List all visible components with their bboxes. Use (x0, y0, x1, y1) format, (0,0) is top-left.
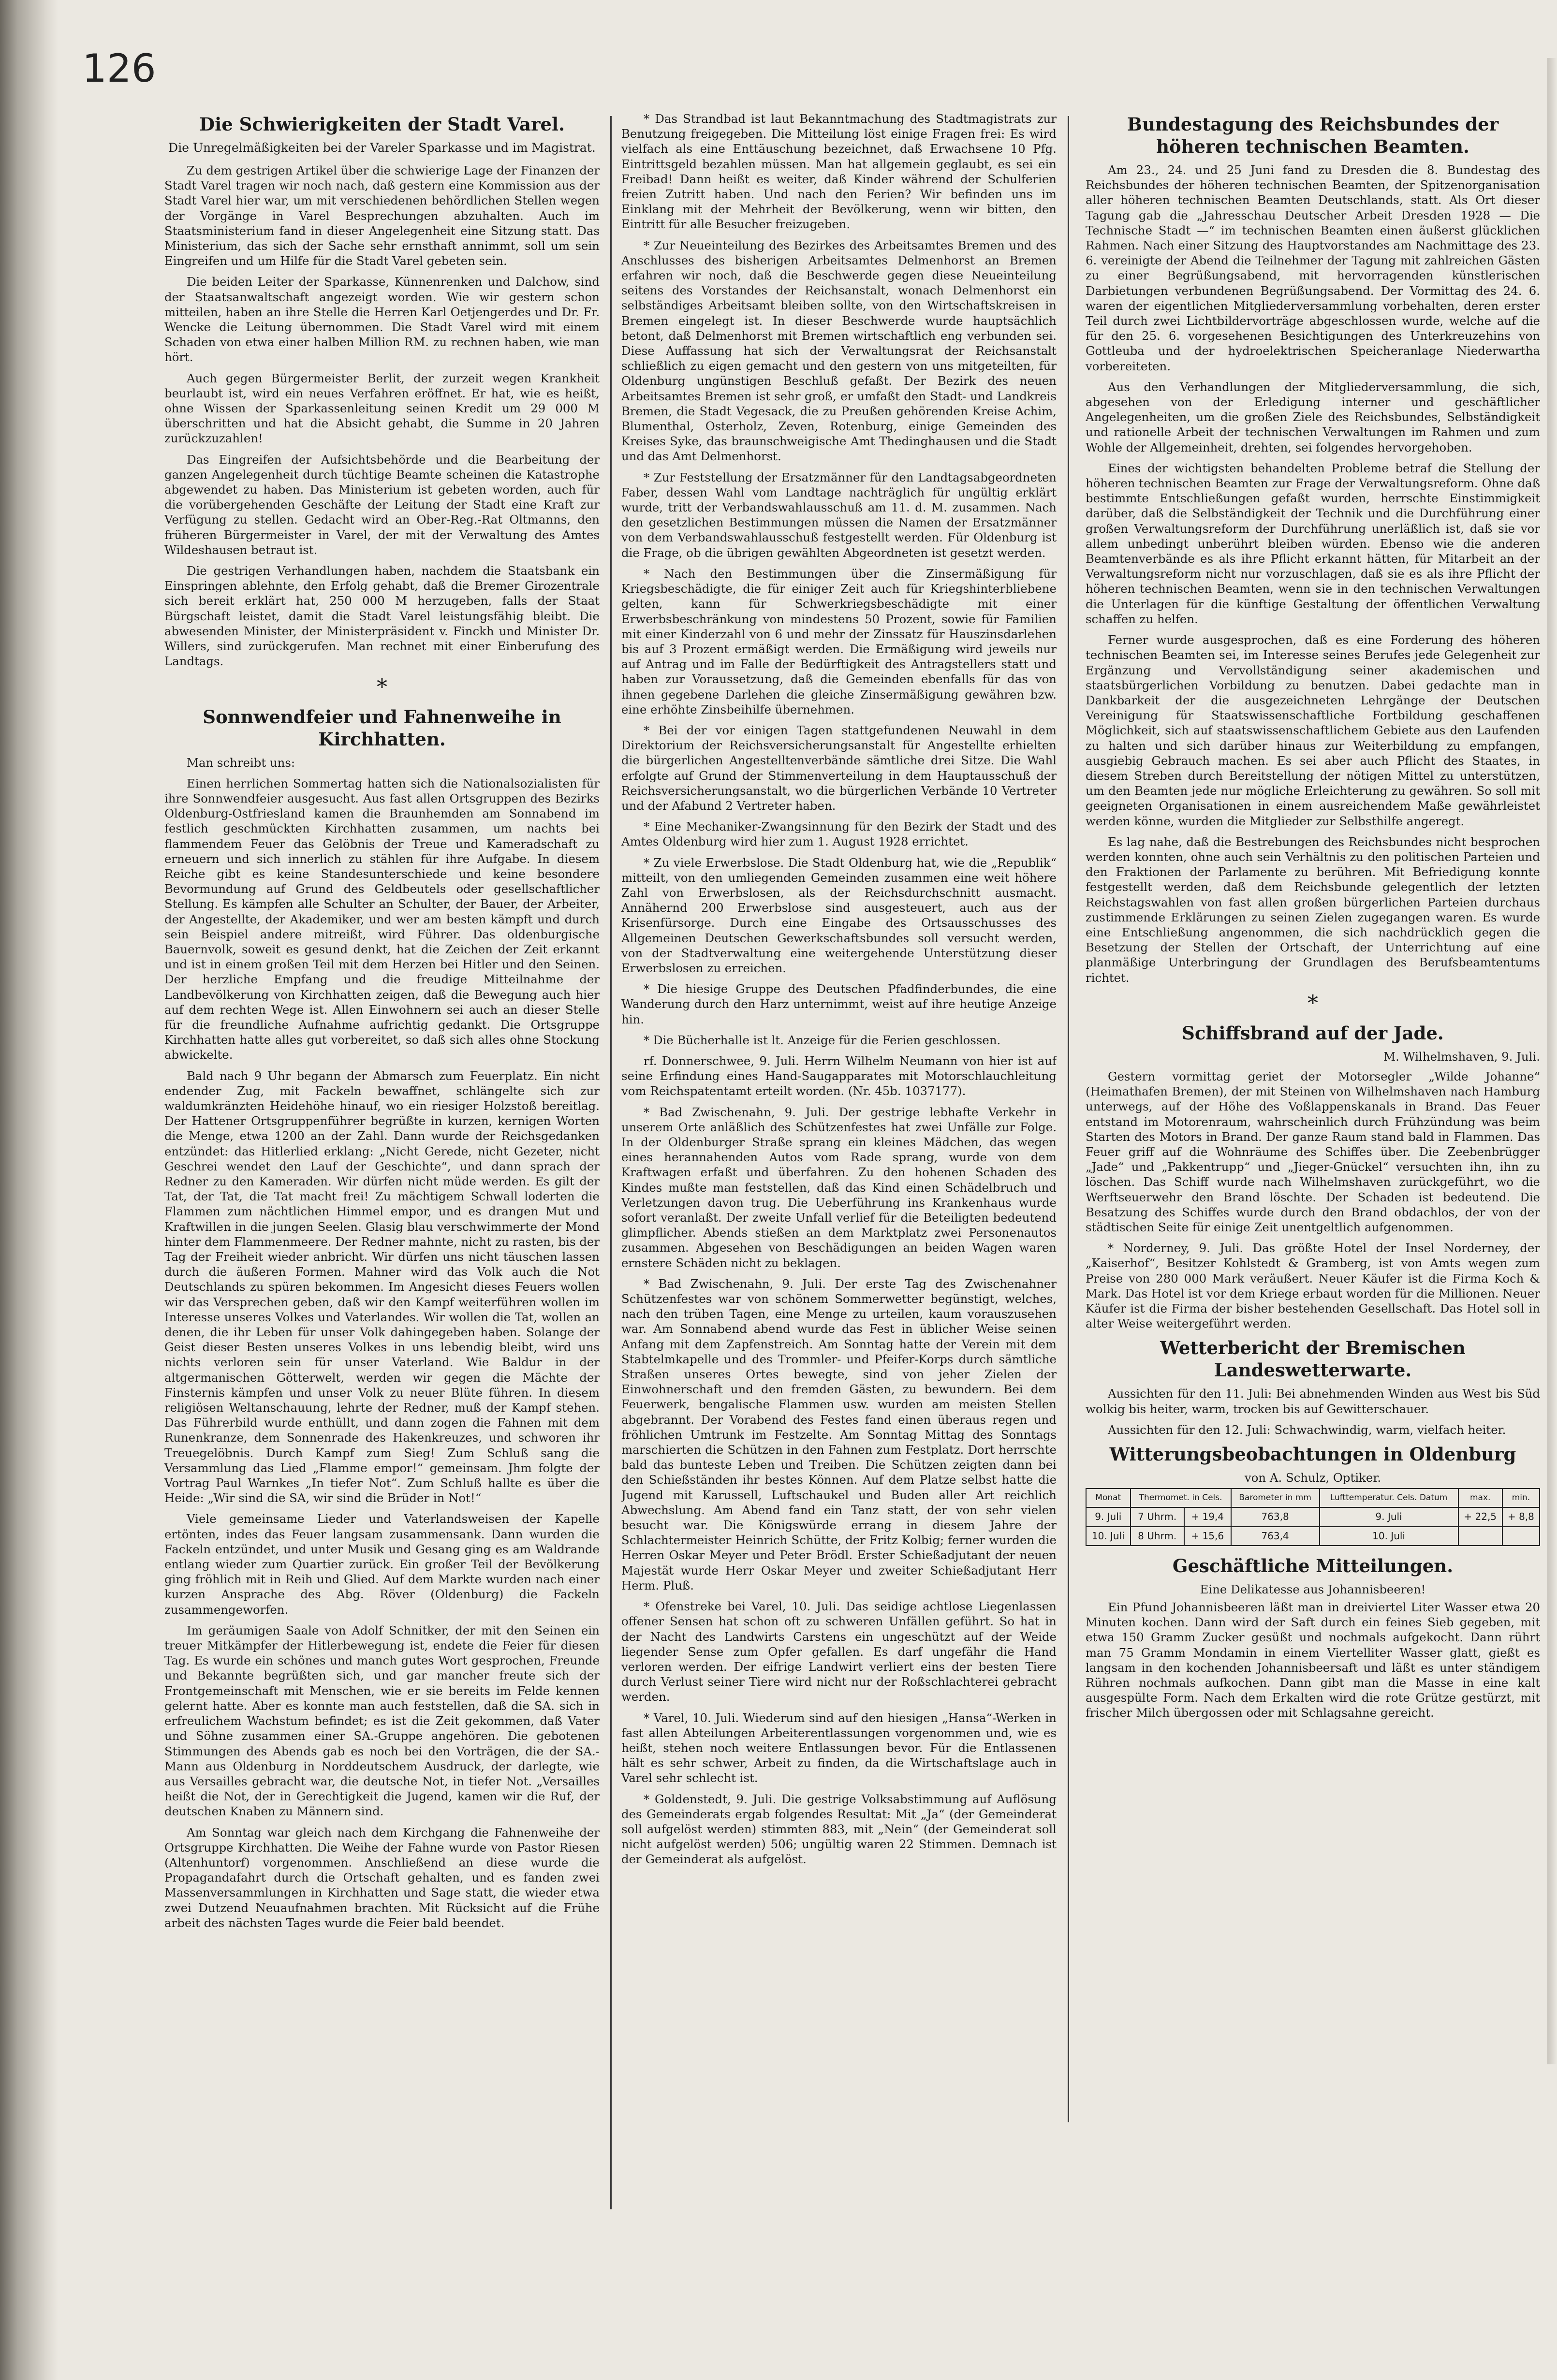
article-title: Schiffsbrand auf der Jade. (1182, 1022, 1444, 1044)
news-item: * Die Bücherhalle ist lt. Anzeige für die Ferien geschlossen. (644, 1033, 1001, 1047)
article-paragraph: Ferner wurde ausgesprochen, daß es eine Forderung des höheren technischen Beamten sei, im Interesse seines Berufes jede Gelegenheit zur Ergänzung und Vervollständigung seiner akademischen und staatsbürgerlichen Vorbildung zu benutzen. Dabei gedachte man in Dankbarkeit der die ausgezeichneten Lehrgänge der Deutschen Vereinigung für Staatswissenschaftliche Fortbildung geschaffenen Möglichkeit, sich auf staatswissenschaftlichem Gebiete aus den Laufenden zu halten und sich darüber hinaus zur Weiterbildung zu empfangen, ausgiebig Gebrauch machen. Es sei aber auch Pflicht des Staates, in diesem Streben durch Bereitstellung der nötigen Mittel zu unterstützen, um den Beamten jede nur mögliche Erleichterung zu gewähren. So soll mit geeigneten Organisationen in einem ausreichendem Maße gewährleistet werden könne, wurden die Mitglieder zur Selbsthilfe angeregt. (1086, 633, 1540, 828)
table-row (1086, 1507, 1540, 1526)
article-paragraph: Die gestrigen Verhandlungen haben, nachdem die Staatsbank ein Einspringen ablehnte, den Erfolg gehabt, daß die Bremer Girozentrale sich bereit erklärt hat, 250 000 M herzugeben, falls der Staat Bürgschaft leistet, damit die Stadt Varel leistungsfähig bleibt. Die abwesenden Minister, der Ministerpräsident v. Finckh und Minister Dr. Willers, sind zurückgerufen. Man rechnet mit einer Einberufung des Landtags. (164, 564, 600, 669)
news-item: * Goldenstedt, 9. Juli. Die gestrige Volksabstimmung auf Auflösung des Gemeinderats ergab folgendes Resultat: Mit „Ja“ (der Gemeinderat soll aufgelöst werden) stimmten 883, mit „Nein“ (der Gemeinderat soll nicht aufgelöst werden) 506; ungültig waren 22 Stimmen. Demnach ist der Gemeinderat als aufgelöst. (621, 1792, 1057, 1867)
article-paragraph: Im geräumigen Saale von Adolf Schnitker, der mit den Seinen ein treuer Mitkämpfer der Hitlerbewegung ist, endete die Feier für diesen Tag. Es wurde ein schönes und manch gutes Wort gesprochen, Freunde und Bekannte begrüßten sich, und gar mancher freute sich der Frontgemeinschaft mit Menschen, wie er sie bereits im Felde kennen gelernt hatte. Aber es konnte man auch feststellen, daß die SA. sich in erfreulichem Wachstum befindet; es ist die Zeit gekommen, daß Vater und Söhne zusammen einer SA.-Gruppe angehören. Die gebotenen Stimmungen des Abends gab es noch bei den Vorträgen, die der SA.-Mann aus Oldenburg in Norddeutschem Ausdruck, der darlegte, wie aus Versailles gebracht war, die deutsche Not, in tiefer Not. „Versailles heißt die Not, der in Gerechtigkeit die Jugend, kamen wir die Ruf, der deutschen Knaben zu Männern sind. (164, 1623, 600, 1819)
news-item: * Bei der vor einigen Tagen stattgefundenen Neuwahl in dem Direktorium der Reichsversicherungsanstalt für Angestellte erhielten die bürgerlichen Angestelltenverbände sämtliche drei Sitze. Die Wahl erfolgte auf Grund der Stimmenverteilung in dem Hauptausschuß der Reichsversicherungsanstalt, wo die bürgerlichen Verbände 10 Vertreter und der Afabund 2 Vertreter haben. (621, 723, 1057, 813)
article-paragraph: Zu dem gestrigen Artikel über die schwierige Lage der Finanzen der Stadt Varel tragen wir noch nach, daß gestern eine Kommission aus der Stadt Varel hier war, um mit verschiedenen behördlichen Stellen wegen der Vorgänge in Varel Besprechungen abzuhalten. Auch im Staatsministerium fand in dieser Angelegenheit eine Sitzung statt. Das Ministerium, das sich der Sache sehr ernsthaft annimmt, soll um sein Eingreifen und um Hilfe für die Stadt Varel gebeten sein. (164, 163, 600, 268)
table-cell (1502, 1527, 1540, 1546)
news-item: * Zur Feststellung der Ersatzmänner für den Landtagsabgeordneten Faber, dessen Wahl vom Landtage nachträglich für ungültig erklärt wurde, tritt der Verbandswahlausschuß am 11. d. M. zusammen. Nach den gesetzlichen Bestimmungen müssen die Namen der Ersatzmänner von dem Verbandswahlausschuß festgestellt werden. Für Oldenburg ist die Frage, ob die übrigen gewählten Abgeordneten ist gesetzt werden. (621, 470, 1057, 560)
table-header-row (1086, 1489, 1540, 1507)
article-byline: M. Wilhelmshaven, 9. Juli. (1383, 1049, 1540, 1064)
article-subtitle: Die Unregelmäßigkeiten bei der Vareler Sparkasse und im Magistrat. (168, 141, 596, 155)
table-cell: 8 Uhrm. (1131, 1527, 1184, 1546)
table-row (1086, 1527, 1540, 1546)
article-paragraph: Auch gegen Bürgermeister Berlit, der zurzeit wegen Krankheit beurlaubt ist, wird ein neues Verfahren eröffnet. Er hat, wie es heißt, ohne Wissen der Sparkassenleitung seinen Kredit um 29 000 M überschritten und hat die Absicht gehabt, die Summe in 20 Jahren zurückzuzahlen! (164, 371, 600, 446)
page-number: 126 (82, 46, 156, 91)
article-paragraph: Am 23., 24. und 25 Juni fand zu Dresden die 8. Bundestag des Reichsbundes der höheren technischen Beamten, der Spitzenorganisation aller höheren technischen Beamten Deutschlands, statt. Als Ort dieser Tagung gab die „Jahresschau Deutscher Arbeit Dresden 1928 — Die Technische Stadt —“ im technischen Beamten einen äußerst glücklichen Rahmen. Nach einer Sitzung des Hauptvorstandes am Nachmittage des 23. 6. vereinigte der Abend die Teilnehmer der Tagung mit zahlreichen Gästen zu einer Begrüßungsabend, mit hervorragenden künstlerischen Darbietungen verbundenen Begrüßungsabend. Der Vormittag des 24. 6. waren der eigentlichen Mitgliederversammlung vorbehalten, deren erster Teil durch zwei Lichtbildervorträge abgeschlossen wurde, welche auf die für den 25. 6. vorgesehenen Besichtigungen des Unterkreuzehins von Gottleuba und der hydroelektrischen Speicheranlage Niederwartha vorbereiteten. (1086, 163, 1540, 373)
page-edge-strip (1547, 58, 1557, 2064)
table-cell: 763,4 (1231, 1527, 1320, 1546)
column-divider (610, 116, 612, 2209)
ad-headline: Eine Delikatesse aus Johannisbeeren! (1200, 1582, 1426, 1596)
weather-forecast: Aussichten für den 11. Juli: Bei abnehmenden Winden aus West bis Süd wolkig bis heiter, warm, trocken bis auf Gewitterschauer. (1086, 1387, 1540, 1416)
weather-forecast: Aussichten für den 12. Juli: Schwachwindig, warm, vielfach heiter. (1108, 1422, 1506, 1437)
article-paragraph: Es lag nahe, daß die Bestrebungen des Reichsbundes nicht besprochen werden konnten, ohne auch sein Verhältnis zu den politischen Parteien und den Fraktionen der Parlamente zu berühren. Mit Befriedigung konnte festgestellt werden, daß dem Reichsbunde gelegentlich der letzten Reichstagswahlen von fast allen großen bürgerlichen Parteien durchaus zustimmende Erklärungen zu seinen Zielen zugegangen waren. Es wurde eine Entschließung angenommen, die sich nachdrücklich gegen die Besetzung der Stellen der Ortschaft, der Unterrichtung auf eine planmäßige Unterbringung der Grundlagen des Berufsbeamtentums richtet. (1086, 834, 1540, 985)
news-item: * Norderney, 9. Juli. Das größte Hotel der Insel Norderney, der „Kaiserhof“, Besitzer Kohlstedt & Gramberg, ist von Amts wegen zum Preise von 280 000 Mark veräußert. Neuer Käufer ist die Firma Koch & Mark. Das Hotel ist vor dem Kriege erbaut worden für die Millionen. Neuer Käufer ist die Firma der bisher bestehenden Gesellschaft. Das Hotel soll in alter Weise weitergeführt werden. (1086, 1241, 1540, 1331)
article-paragraph: Bald nach 9 Uhr begann der Abmarsch zum Feuerplatz. Ein nicht endender Zug, mit Fackeln bewaffnet, schlängelte sich zur waldumkränzten Heidehöhe hinauf, wo ein riesiger Holzstoß bereitlag. Der Hattener Ortsgruppenführer begrüßte in kurzen, kernigen Worten die Menge, etwa 1200 an der Zahl. Dann wurde der Reichsgedanken entzündet: das Hitlerlied erklang: „Nicht Gerede, nicht Gezeter, nicht Geschrei wendet den Lauf der Geschichte“, und dann sprach der Redner zu den Kameraden. Wir dürfen nicht müde werden. Es gilt der Tat, der Tat, die Tat macht frei! Zu mächtigem Schwall loderten die Flammen zum nächtlichen Himmel empor, und es drangen Mut und Kraftwillen in die jungen Seelen. Glasig blau verschwimmerte der Mond hinter dem Flammenmeere. Der Redner mahnte, nicht zu rasten, bis der Tag der Freiheit wieder anbricht. Wir dürfen uns nicht täuschen lassen durch die äußeren Formen. Mahner wird das Volk auch die Not Deutschlands zu spüren bekommen. Im Angesicht dieses Feuers wollen wir das Versprechen geben, daß wir den Kampf weiterführen wollen im Interesse unseres Volkes und Vaterlandes. Wir wollen die Tat, wollen an denen, die ihr Leben für unser Volk dahingegeben haben. Solange der Geist dieser Besten unseres Volkes in uns lebendig bleibt, wird uns nichts verloren sein für unser Vaterland. Wie Baldur in der altgermanischen Götterwelt, werden wir gegen die Mächte der Finsternis kämpfen und unser Volk zu neuer Blüte führen. In diesem religiösen Weltanschauung, lehrte der Redner, muß der Kampf stehen. Das Führerbild wurde enthüllt, und dann zogen die Fahnen mit dem Runenkranze, dem Sonnenrade des Hakenkreuzes, und schworen ihr Treuegelöbnis. Durch Kampf zum Sieg! Zum Schluß sang die Versammlung das Lied „Flamme empor!“ gemeinsam. Jhm folgte der Vortrag Paul Warnkes „In tiefer Not“. Zum Schluß hallte es über die Heide: „Wir sind die SA, wir sind die Brüder in Not!“ (164, 1068, 600, 1505)
weather-report-title: Wetterbericht der Bremischen Landeswetterwarte. (1160, 1337, 1466, 1381)
column-1 (164, 111, 600, 2287)
news-item: * Varel, 10. Juli. Wiederum sind auf den hiesigen „Hansa“-Werken in fast allen Abteilungen Arbeiterentlassungen vorgenommen und, wie es heißt, stehen noch weitere Entlassungen bevor. Für die Entlassenen hält es sehr schwer, Arbeit zu finden, da die Wirtschaftslage auch in Varel sehr schlecht ist. (621, 1710, 1057, 1785)
news-item: * Bad Zwischenahn, 9. Juli. Der gestrige lebhafte Verkehr in unserem Orte anläßlich des Schützenfestes hat zwei Unfälle zur Folge. In der Oldenburger Straße sprang ein kleines Mädchen, das wegen eines herannahenden Autos vom Rade sprang, wurde von dem Kraftwagen erfaßt und überfahren. Zu den hohenen Schaden des Kindes mußte man feststellen, daß das Kind einen Schädelbruch und Verletzungen davon trug. Die Ueberführung ins Krankenhaus wurde sofort veranlaßt. Der zweite Unfall verlief für die Beteiligten bedeutend glimpflicher. Abends stießen an dem Marktplatz zwei Personenautos zusammen. Abgesehen von Beschädigungen an beiden Wagen waren ernstere Schäden nicht zu beklagen. (621, 1105, 1057, 1270)
table-header: Barometer in mm (1231, 1489, 1320, 1507)
news-item: * Ofenstreke bei Varel, 10. Juli. Das seidige achtlose Liegenlassen offener Sensen hat schon oft zu schweren Unfällen geführt. So hat in der Nacht des Landwirts Carstens ein ungeschützt auf der Weide liegender Sense zum Opfer gefallen. Es darf ungefähr die Hand verloren werden. Der eifrige Landwirt verliert eins der besten Tiere durch Verlust seiner Tiere wird nicht nur der Roßschlachterei gebracht werden. (621, 1599, 1057, 1704)
news-item: * Das Strandbad ist laut Bekanntmachung des Stadtmagistrats zur Benutzung freigegeben. Die Mitteilung löst einige Fragen frei: Es wird vielfach als eine Enttäuschung bezeichnet, daß Erwachsene 10 Pfg. Eintrittsgeld bezahlen müssen. Man hat allgemein geglaubt, es sei ein Freibad! Dann heißt es weiter, daß Kinder während der Schulferien freien Zutritt haben. Und nach den Ferien? Wir befinden uns im Einklang mit der Mehrheit der Bevölkerung, wenn wir bitten, den Eintritt für alle Besucher freizugeben. (621, 112, 1057, 232)
table-cell: + 8,8 (1502, 1507, 1540, 1526)
column-3 (1086, 111, 1540, 2166)
table-cell: 9. Juli (1320, 1507, 1458, 1526)
table-cell: + 22,5 (1458, 1507, 1502, 1526)
table-cell: + 19,4 (1184, 1507, 1231, 1526)
table-header: Thermomet. in Cels. (1131, 1489, 1231, 1507)
weather-observation-byline: von A. Schulz, Optiker. (1244, 1471, 1381, 1485)
news-item: * Nach den Bestimmungen über die Zinsermäßigung für Kriegsbeschädigte, die für einiger Zeit auch für Kriegshinterbliebene gelten, kann für Schwerkriegsbeschädigte mit einer Erwerbsbeschränkung von mindestens 50 Prozent, sowie für Familien mit einer Kinderzahl von 6 und mehr der Zinssatz für Hauszinsdarlehen bis auf 3 Prozent ermäßigt werden. Die Ermäßigung wird jeweils nur auf Antrag und im Falle der Bedürftigkeit des Antragstellers statt und haben zur Voraussetzung, daß die Gemeinden ebenfalls für das von ihnen gegebene Darlehen die gleiche Zinsermäßigung gewähren bzw. eine erhöhte Zinsbeihilfe übernehmen. (621, 566, 1057, 716)
article-paragraph: Die beiden Leiter der Sparkasse, Künnenrenken und Dalchow, sind der Staatsanwaltschaft angezeigt worden. Wie wir gestern schon mitteilen, haben an ihre Stelle die Herren Karl Oetjengerdes und Dr. Fr. Wencke die Leitung übernommen. Die Stadt Varel wird mit einem Schaden von etwa einer halben Million RM. zu rechnen haben, wie man hört. (164, 275, 600, 365)
column-2 (621, 111, 1057, 2219)
news-item: * Zur Neueinteilung des Bezirkes des Arbeitsamtes Bremen und des Anschlusses des bisherigen Arbeitsamtes Delmenhorst an Bremen erfahren wir noch, daß die Beschwerde gegen diese Neueinteilung seitens des Vorstandes der Reichsanstalt, wonach Delmenhorst ein selbständiges Arbeitsamt bleiben sollte, von den Wirtschaftskreisen in Bremen eingelegt ist. In dieser Beschwerde wurde hauptsächlich betont, daß Delmenhorst mit Bremen wirtschaftlich eng verbunden sei. Diese Auffassung hat sich der Verwaltungsrat der Reichsanstalt schließlich zu eigen gemacht und den gestern von uns mitgeteilten, für Oldenburg ungünstigen Beschluß gefaßt. Der Bezirk des neuen Arbeitsamtes Bremen ist sehr groß, er umfaßt den Stadt- und Landkreis Bremen, die Stadt Vegesack, die zu Preußen gehörenden Kreise Achim, Blumenthal, Osterholz, Zeven, Rotenburg, einige Gemeinden des Kreises Syke, das braunschweigische Amt Thedinghausen und die Stadt und das Amt Delmenhorst. (621, 238, 1057, 464)
article-paragraph: Einen herrlichen Sommertag hatten sich die Nationalsozialisten für ihre Sonnwendfeier ausgesucht. Aus fast allen Ortsgruppen des Bezirks Oldenburg-Ostfriesland kamen die Braunhemden am Sonnabend im festlich geschmückten Kirchhatten zusammen, um nachts bei flammendem Feuer das Gelöbnis der Treue und Kameradschaft zu erneuern und sich innerlich zu stählen für ihre Aufgabe. In diesem Reiche gibt es keine Standesunterschiede und keine besondere Bevormundung auf Grund des Geldbeutels oder gesellschaftlicher Stellung. Es kämpfen alle Schulter an Schulter, der Bauer, der Arbeiter, der Angestellte, der Akademiker, und wer am besten kämpft und durch sein Beispiel andere mitreißt, wird Führer. Das oldenburgische Bauernvolk, soweit es gesund denkt, hat die Zeichen der Zeit erkannt und ist in einem großen Teil mit dem Herzen bei Hitler und den Seinen. Der herzliche Empfang und die freudige Mitteilnahme der Landbevölkerung von Kirchhatten zeigen, daß die Bewegung auch hier auf dem rechten Wege ist. Allen Einwohnern sei auch an dieser Stelle für die freundliche Aufnahme aufrichtig gedankt. Die Ortsgruppe Kirchhatten hatte alles gut vorbereitet, so daß sich alles ohne Stockung abwickelte. (164, 776, 600, 1062)
table-header: Monat (1086, 1489, 1131, 1507)
article-title: Bundestagung des Reichsbundes der höheren technischen Beamten. (1127, 114, 1499, 157)
table-cell: 10. Juli (1320, 1527, 1458, 1546)
table-cell: 763,8 (1231, 1507, 1320, 1526)
table-header: Lufttemperatur. Cels. Datum (1320, 1489, 1458, 1507)
article-paragraph: Gestern vormittag geriet der Motorsegler „Wilde Johanne“ (Heimathafen Bremen), der mit Steinen von Wilhelmshaven nach Hamburg unterwegs, auf der Höhe des Voßlappenskanals in Brand. Das Feuer entstand im Motorenraum, wahrscheinlich durch Frühzündung was beim Starten des Motors in Brand. Der ganze Raum stand bald in Flammen. Das Feuer griff auf die Wohnräume des Schiffes über. Die Zeebenbrügger „Jade“ und „Pakkentrupp“ und „Jieger-Gnückel“ versuchten ihn, ihn zu löschen. Das Schiff wurde nach Wilhelmshaven zurückgeführt, wo die Werftseuerwehr den Brand löschte. Der Schaden ist bedeutend. Die Besatzung des Schiffes wurde durch den Brand obdachlos, der von der städtischen Seite für einige Zeit unentgeltlich aufgenommen. (1086, 1069, 1540, 1234)
table-cell: 7 Uhrm. (1131, 1507, 1184, 1526)
article-paragraph: Eines der wichtigsten behandelten Probleme betraf die Stellung der höheren technischen Beamten zur Frage der Verwaltungsreform. Ohne daß bestimmte Entschließungen gefaßt wurden, herrschte Einstimmigkeit darüber, daß die Selbständigkeit der Technik und die Durchführung einer großen Verwaltungsreform der Durchführung unerläßlich ist, daß sie vor allem unbedingt unberührt bleiben würden. Ebenso wie die anderen Beamtenverbände es als ihre Pflicht erkannt hätten, für Mitarbeit an der Verwaltungsreform nicht nur vorzuschlagen, daß sie es als ihre Pflicht der höheren technischen Beamten, wenn sie in den technischen Verwaltungen die Unterlagen für die künftige Gestaltung der öffentlichen Verwaltung schaffen zu helfen. (1086, 461, 1540, 626)
article-paragraph: Viele gemeinsame Lieder und Vaterlandsweisen der Kapelle ertönten, indes das Feuer langsam zusammensank. Dann wurden die Fackeln entzündet, und unter Musik und Gesang ging es am Waldrande entlang wieder zum Quartier zurück. Ein großer Teil der Bevölkerung ging fröhlich mit in Reih und Glied. Auf dem Markte wurden nach einer kurzen Ansprache des Abg. Röver (Oldenburg) die Fackeln zusammengeworfen. (164, 1512, 600, 1617)
table-cell: 10. Juli (1086, 1527, 1131, 1546)
weather-observation-table (1086, 1488, 1540, 1546)
table-header: max. (1458, 1489, 1502, 1507)
table-header: min. (1502, 1489, 1540, 1507)
article-title: Die Schwierigkeiten der Stadt Varel. (199, 114, 565, 135)
article-paragraph: Das Eingreifen der Aufsichtsbehörde und die Bearbeitung der ganzen Angelegenheit durch tüchtige Beamte scheinen die Katastrophe abgewendet zu haben. Das Ministerium ist gebeten worden, auch für die vorübergehenden Geschäfte der Leitung der Stadt eine Kraft zur Verfügung zu stellen. Gedacht wird an Ober-Reg.-Rat Oltmanns, den früheren Bürgermeister in Varel, der mit der Verwaltung des Amtes Wildeshausen betraut ist. (164, 452, 600, 557)
news-item: * Eine Mechaniker-Zwangsinnung für den Bezirk der Stadt und des Amtes Oldenburg wird hier zum 1. August 1928 errichtet. (621, 819, 1057, 849)
article-title: Sonnwendfeier und Fahnenweihe in Kirchhatten. (203, 706, 561, 750)
table-cell: + 15,6 (1184, 1527, 1231, 1546)
article-title: Geschäftliche Mitteilungen. (1172, 1555, 1454, 1577)
news-item: * Bad Zwischenahn, 9. Juli. Der erste Tag des Zwischenahner Schützenfestes war von schönem Sommerwetter begünstigt, welches, nach den trüben Tagen, eine Menge zu urteilen, kaum vorauszusehen war. Am Sonnabend abend wurde das Fest in üblicher Weise seinen Anfang mit dem Zapfenstreich. Am Sonntag hatte der Verein mit dem Stabtelmkapelle und des Trommler- und Pfeifer-Korps durch sämtliche Straßen unseres Ortes bewegte, sind von jeher Zielen der Einwohnerschaft und den fremden Gästen, zu bewundern. Bei dem Feuerwerk, bengalische Flammen usw. wurden am meisten Stellen abgebrannt. Der Vorabend des Festes fand einen überaus regen und fröhlichen Umtrunk im Festzelte. Am Sonntag Mittag des Sonntags marschierten die Schützen in den Fahnen zum Festplatz. Dort herrschte bald das bunteste Leben und Treiben. Die Schützen zeigten dann bei den Schießständen ihr bestes Können. Auf dem Platze selbst hatte die Jugend mit Karussell, Luftschaukel und Buden aller Art reichlich Abwechslung. Am Abend fand ein Tanz statt, der von sehr vielen besucht war. Die Königswürde errang in diesem Jahre der Schlachtermeister Heinrich Schütte, der Fritz Kolbig; ferner wurden die Herren Oskar Meyer und Peter Brödl. Erster Schießadjutant der neuen Majestät wurde Herr Oskar Meyer und zweiter Schießadjutant Herr Herm. Pluß. (621, 1276, 1057, 1592)
table-cell (1458, 1527, 1502, 1546)
weather-observation-title: Witterungsbeobachtungen in Oldenburg (1109, 1444, 1516, 1465)
news-item: * Zu viele Erwerbslose. Die Stadt Oldenburg hat, wie die „Republik“ mitteilt, von den umliegenden Gemeinden zusammen eine weit höhere Zahl von Erwerbslosen, als der Reichsdurchschnitt ausmacht. Annähernd 200 Erwerbslose sind ausgesteuert, auch aus der Krisenfürsorge. Durch eine Eingabe des Ortsausschusses des Allgemeinen Deutschen Gewerkschaftsbundes soll versucht werden, von der Stadtverwaltung eine weitergehende Unterstützung dieser Erwerbslosen zu erreichen. (621, 855, 1057, 975)
section-separator-star: * (1307, 991, 1318, 1016)
article-paragraph: Am Sonntag war gleich nach dem Kirchgang die Fahnenweihe der Ortsgruppe Kirchhatten. Die Weihe der Fahne wurde von Pastor Riesen (Altenhuntorf) vorgenommen. Anschließend an diese wurde die Propagandafahrt durch die Ortschaft gehalten, und es fanden zwei Massenversammlungen in Kirchhatten und Sage statt, die wieder etwa zwei Dutzend Neuaufnahmen brachten. Mit Rücksicht auf die Frühe arbeit des nächsten Tages wurde die Feier bald beendet. (164, 1825, 600, 1930)
table-cell: 9. Juli (1086, 1507, 1131, 1526)
article-paragraph: Ein Pfund Johannisbeeren läßt man in dreiviertel Liter Wasser etwa 20 Minuten kochen. Dann wird der Saft durch ein feines Sieb gegeben, mit etwa 150 Gramm Zucker gesüßt und nochmals aufgekocht. Dann rührt man 75 Gramm Mondamin in einem Viertelliter Wasser glatt, gießt es langsam in den kochenden Johannisbeersaft und läßt es unter ständigem Rühren nochmals aufkochen. Dann gibt man die Masse in eine kalt ausgespülte Form. Nach dem Erkalten wird die rote Grütze gestürzt, mit frischer Milch übergossen oder mit Schlagsahne gereicht. (1086, 1600, 1540, 1720)
page-binding-edge (0, 0, 58, 2380)
article-paragraph: Aus den Verhandlungen der Mitgliederversammlung, die sich, abgesehen von der Erledigung interner und geschäftlicher Angelegenheiten, um die großen Ziele des Reichsbundes, Selbständigkeit und rationelle Arbeit der technischen Verwaltungen im Rahmen und zum Wohle der Allgemeinheit, drehten, sei folgendes hervorgehoben. (1086, 380, 1540, 454)
article-intro: Man schreibt uns: (187, 755, 295, 770)
section-separator-star: * (377, 674, 387, 700)
news-item: rf. Donnerschwee, 9. Juli. Herrn Wilhelm Neumann von hier ist auf seine Erfindung eines Hand-Saugapparates mit Motorschlauchleitung vom Reichspatentamt erteilt worden. (Nr. 45b. 1037177). (621, 1053, 1057, 1098)
news-item: * Die hiesige Gruppe des Deutschen Pfadfinderbundes, die eine Wanderung durch den Harz unternimmt, weist auf ihre heutige Anzeige hin. (621, 982, 1057, 1026)
column-divider (1068, 116, 1069, 2122)
